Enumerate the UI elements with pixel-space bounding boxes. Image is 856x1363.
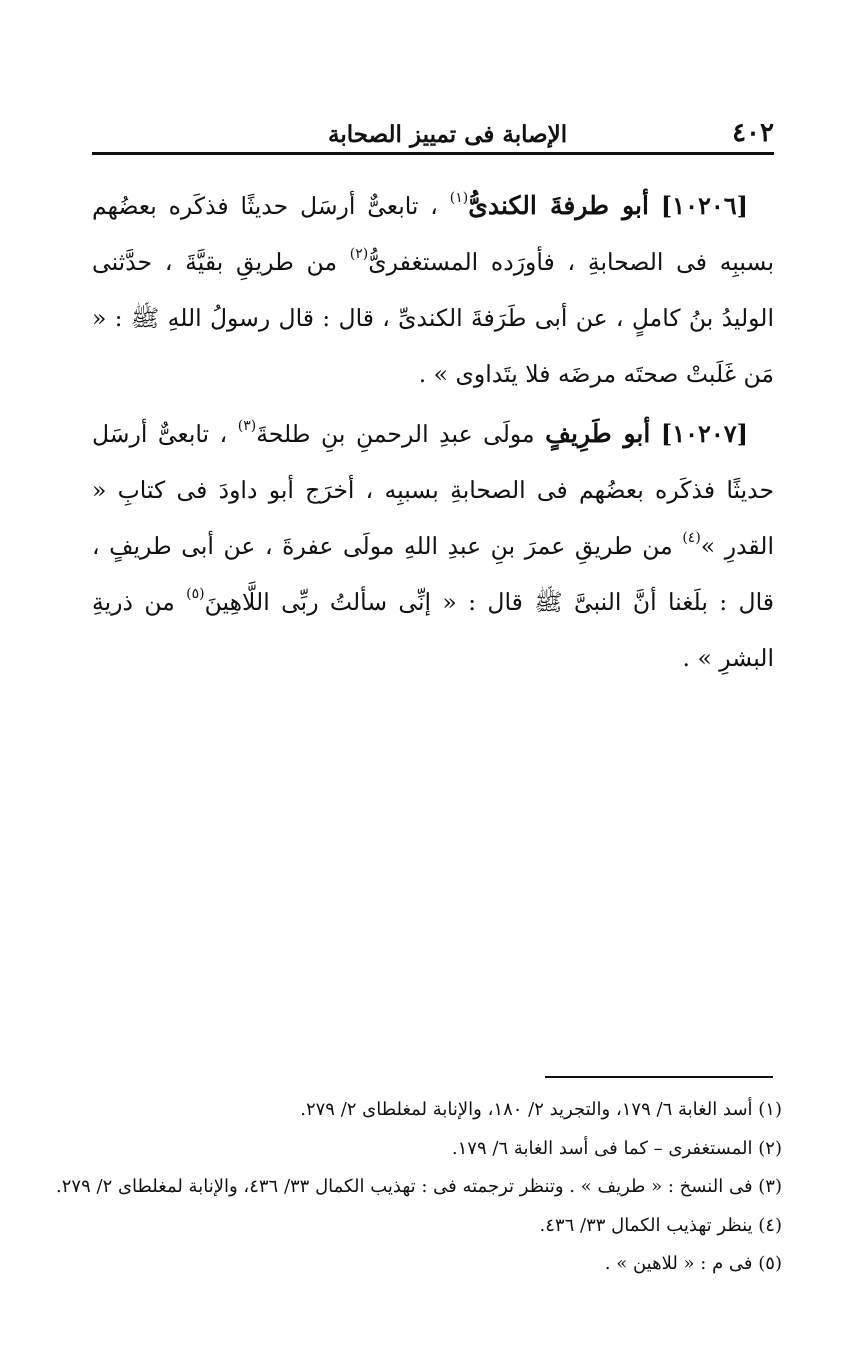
footnote-1: (١) أسد الغابة ٦/ ١٧٩، والتجريد ٢/ ١٨٠، والإنابة لمغلطاى ٢/ ٢٧٩. [300, 1099, 782, 1120]
entry-number: [١٠٢٠٧] [660, 419, 748, 448]
entry-number: [١٠٢٠٦] [660, 191, 748, 220]
footnote-ref[interactable]: (١) [449, 190, 469, 206]
entry-10207 [92, 406, 774, 686]
entry-text: ، تابعىٌّ أرسَل حديثًا فذكَره بعضُهم فى الصحابةِ بسببِه ، أخرَج أبو داودَ فى كتابِ « القدرِ » [92, 420, 774, 560]
footnotes [56, 1091, 782, 1284]
footnote-2: (٢) المستغفرى – كما فى أسد الغابة ٦/ ١٧٩. [451, 1137, 782, 1159]
entry-name: أبو طرفةَ الكندىُّ [468, 191, 649, 220]
footnote-4: (٤) ينظر تهذيب الكمال ٣٣/ ٤٣٦. [539, 1214, 782, 1236]
footnote-3: (٣) فى النسخ : « طريف » . وتنظر ترجمته فى : تهذيب الكمال ٣٣/ ٤٣٦، والإنابة لمغلطاى ٢/ ٢٧٩. [56, 1176, 782, 1197]
running-title: الإصابة فى تمييز الصحابة [328, 121, 568, 148]
entry-text: من طريقِ عمرَ بنِ عبدِ اللهِ مولَى عفرةَ ، عن أبى طريفٍ ، قال : بلَغنا أنَّ النبىَّ ﷺ قال : « إنِّى سألتُ ربِّى اللَّاهِينَ [92, 532, 774, 616]
entry-text: من ذريةِ البشرِ » . [92, 588, 774, 672]
footnote-5: (٥) فى م : « للاهين » . [604, 1253, 782, 1274]
footnote-rule [545, 1076, 773, 1078]
footnote-ref[interactable]: (٢) [349, 246, 369, 262]
entry-10206 [92, 178, 774, 402]
entry-name: أبو طَرِيفٍ [545, 419, 651, 448]
page-header [92, 108, 774, 148]
entry-text: ، تابعىٌّ أرسَل حديثًا فذكَره بعضُهم بسببِه فى الصحابةِ ، فأورَده المستغفرىُّ [92, 192, 774, 276]
entry-text: مولَى عبدِ الرحمنِ بنِ طلحةَ [256, 420, 535, 448]
footnote-ref[interactable]: (٥) [186, 586, 205, 602]
page-number: ٤٠٢ [732, 118, 774, 148]
main-text [92, 178, 774, 690]
entry-text: من طريقِ بقيَّةَ ، حدَّثنى الوليدُ بنُ كاملٍ ، عن أبى طَرَفةَ الكندىِّ ، قال : قال رسولُ اللهِ ﷺ : « مَن غَلَبتْ صحتَه مرضَه فلا يتَداوى » . [92, 248, 774, 388]
footnote-ref[interactable]: (٣) [237, 418, 257, 434]
footnote-ref[interactable]: (٤) [682, 530, 701, 546]
header-rule [92, 152, 774, 155]
